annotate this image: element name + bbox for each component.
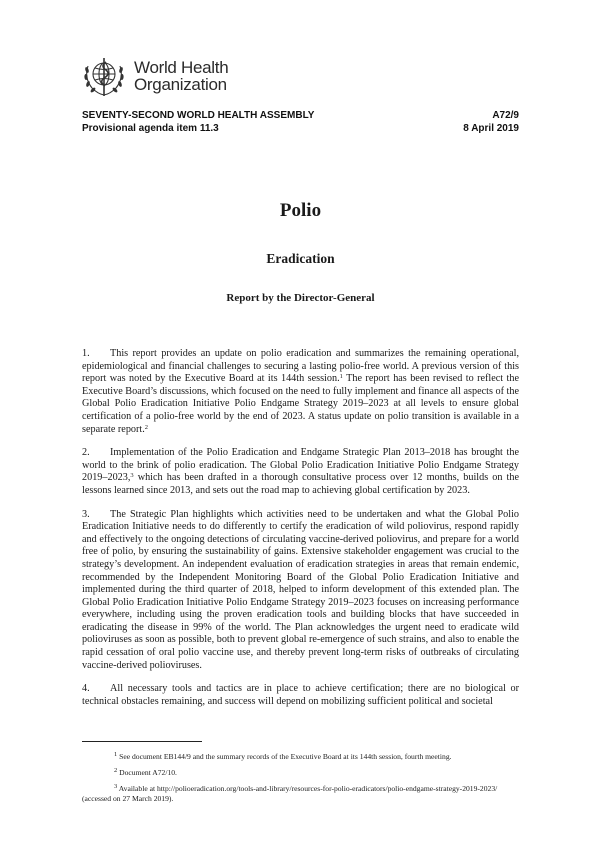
header-left [82,110,314,135]
who-emblem-icon [80,52,128,100]
footnote-mark: 3 [114,783,118,790]
report-by-line: Report by the Director-General [226,292,375,304]
paragraph-text: This report provides an update on polio eradication and summarizes the remaining operational, epidemiological and financial challenges to securing a lasting polio-free world. A previous version of this report was noted by the Executive Board at its 144th session. [82,348,519,385]
footnote-ref: 1 [339,373,343,381]
footnote-separator [82,741,202,742]
organization-name [134,59,228,93]
footnote-text: Document A72/10. [117,768,177,777]
agenda-item: Provisional agenda item 11.3 [82,122,219,134]
footnote-ref: 2 [144,423,149,431]
footnote-mark: 1 [114,751,118,758]
paragraph-number: 2. [82,447,90,459]
footnote-mark: 2 [114,767,118,774]
paragraph-1 [82,348,519,436]
footnote-ref: 3 [130,472,134,480]
paragraph-2 [82,447,519,497]
paragraph-3 [82,509,519,673]
paragraph-text: The Strategic Plan highlights which activities need to be undertaken and what the Global Polio Eradication Initiative needs to do differently to certify the eradication of wild poliovirus, respond rapidly and effectively to the ongoing detections of circulating vaccine-derived poliovirus, and prepare for a world free of polio, by ensuring the sustainability of gains. Extensive stakeholder engagement was crucial to the strategy’s development. An independent evaluation of eradication strategies in areas that remain endemic, recommended by the Independent Monitoring Board of the Global Polio Eradication Initiative and implemented during the third quarter of 2018, helped to inform development of this extended plan. The Global Polio Eradication Initiative Polio Endgame Strategy 2019–2023 focuses on increasing performance everywhere, including using the proven eradication tools and building blocks that have succeeded in eradicating the disease in 99% of the world. The Plan acknowledges the urgent need to eradicate wild polioviruses as soon as possible, both to prevent global re-emergence of such strains, and also to enable the rapid cessation of oral polio vaccine use, and thereby prevent long-term risks of outbreaks of circulating vaccine-derived polioviruses. [82,508,519,671]
footnote [82,752,519,762]
document-number: A72/9 [492,110,519,121]
header-right [463,110,519,135]
footnotes [82,752,519,810]
document-date: 8 April 2019 [463,122,519,134]
footnote-text: Available at http://polioeradication.org/tools-and-library/resources-for-polio-eradicators/polio-endgame-strategy-2019-2023/ (accessed on 27 March 2019). [82,784,498,803]
org-name-line1: World Health [134,58,229,77]
paragraph-number: 4. [82,683,90,695]
document-title: Polio [279,200,322,221]
footnote [82,768,519,778]
paragraph-number: 1. [82,348,90,359]
body-text [82,348,519,719]
footnote-text: See document EB144/9 and the summary records of the Executive Board at its 144th session, fourth meeting. [117,752,452,761]
paragraph-4 [82,683,519,708]
paragraph-text: which has been drafted in a thorough consultative process over 12 months, builds on the lessons learned since 2013, and sets out the road map to achieving global certification by 2023. [82,472,519,496]
footnote [82,784,519,804]
paragraph-number: 3. [82,508,90,520]
paragraph-text: All necessary tools and tactics are in place to achieve certification; there are no biological or technical obstacles remaining, and success will depend on mobilizing sufficient political and societal [82,683,519,707]
paragraph-text: The report has been revised to reflect the Executive Board’s discussions, which focused on the need to fully implement and finance all aspects of the Global Polio Eradication Initiative Polio Endgame Strategy 2019–2023 at all levels to ensure global certification of a polio-free world by the end of 2023. A status update on polio transition is available in a separate report. [82,373,520,435]
who-logo [80,52,228,100]
assembly-name: SEVENTY-SECOND WORLD HEALTH ASSEMBLY [82,110,315,121]
document-subtitle: Eradication [266,251,335,266]
paragraph-text: Implementation of the Polio Eradication and Endgame Strategic Plan 2013–2018 has brought the world to the brink of polio eradication. The Global Polio Eradication Initiative Polio Endgame Strategy 2019–2023, [82,447,519,484]
org-name-line2: Organization [134,75,227,94]
